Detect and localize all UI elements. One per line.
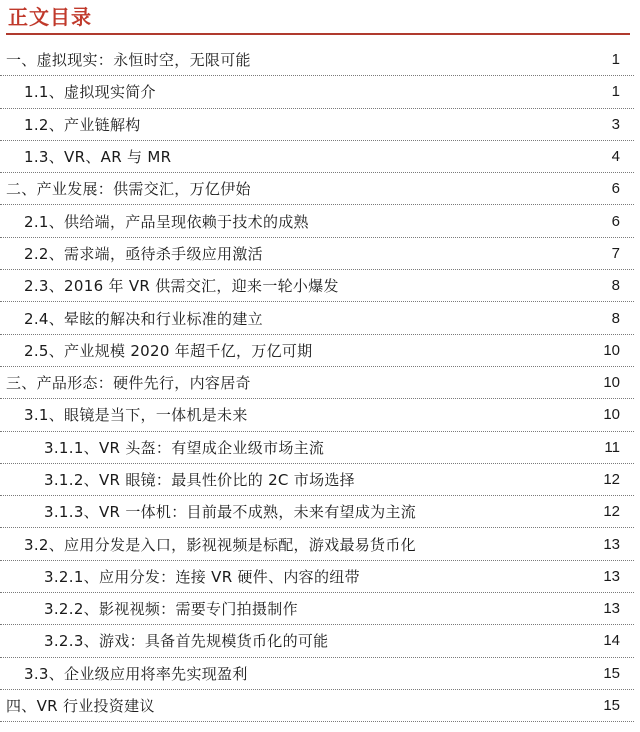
toc-entry-page-number: 13 [603,535,620,553]
toc-entry-page-number: 14 [603,632,620,650]
page-title: 正文目录 [8,5,92,29]
toc-entry[interactable] [0,76,634,108]
toc-entry-title: 2.4、晕眩的解决和行业标准的建立 [24,309,263,328]
toc-entry-title: 3.1.3、VR 一体机：目前最不成熟，未来有望成为主流 [44,503,417,522]
toc-entry[interactable] [0,238,634,270]
toc-entry[interactable] [0,44,634,76]
toc-entry-title: 2.2、需求端，亟待杀手级应用激活 [24,244,263,263]
toc-entry[interactable] [0,561,634,593]
toc-entry[interactable] [0,432,634,464]
toc-entry[interactable] [0,173,634,205]
toc-entry[interactable] [0,367,634,399]
toc-entry-page-number: 8 [611,277,620,295]
toc-entry[interactable] [0,625,634,657]
toc-entry-page-number: 1 [611,83,620,101]
toc-entry-page-number: 10 [603,341,620,359]
toc-entry-page-number: 7 [611,244,620,262]
toc-entry-page-number: 10 [603,374,620,392]
toc-entry-title: 3.2.3、游戏：具备首先规模货币化的可能 [44,632,329,651]
toc-entry[interactable] [0,335,634,367]
toc-entry[interactable] [0,205,634,237]
table-of-contents [0,44,640,722]
toc-entry-title: 3.1.1、VR 头盔：有望成企业级市场主流 [44,438,325,457]
toc-entry-title: 3.3、企业级应用将率先实现盈利 [24,664,248,683]
toc-entry[interactable] [0,109,634,141]
toc-entry-page-number: 15 [603,697,620,715]
toc-entry-title: 2.1、供给端，产品呈现依赖于技术的成熟 [24,212,309,231]
toc-entry-page-number: 6 [611,180,620,198]
toc-entry-page-number: 11 [604,438,620,456]
toc-entry[interactable] [0,302,634,334]
toc-entry[interactable] [0,464,634,496]
toc-entry-page-number: 6 [611,212,620,230]
toc-entry-title: 3.2、应用分发是入口，影视视频是标配，游戏最易货币化 [24,535,416,554]
toc-entry-title: 1.1、虚拟现实简介 [24,83,156,102]
toc-entry-page-number: 12 [603,503,620,521]
toc-entry-title: 3.1、眼镜是当下，一体机是未来 [24,406,248,425]
toc-entry[interactable] [0,593,634,625]
toc-entry-title: 2.5、产业规模 2020 年超千亿，万亿可期 [24,341,313,360]
toc-entry-page-number: 10 [603,406,620,424]
toc-entry-title: 3.2.1、应用分发：连接 VR 硬件、内容的纽带 [44,567,360,586]
toc-entry-title: 三、产品形态：硬件先行，内容居奇 [6,374,251,393]
toc-entry-title: 1.3、VR、AR 与 MR [24,148,172,167]
toc-entry[interactable] [0,690,634,722]
toc-entry-page-number: 13 [603,567,620,585]
toc-entry-page-number: 3 [611,115,620,133]
toc-entry[interactable] [0,270,634,302]
toc-entry-page-number: 8 [611,309,620,327]
toc-entry[interactable] [0,658,634,690]
toc-entry-title: 2.3、2016 年 VR 供需交汇，迎来一轮小爆发 [24,277,339,296]
toc-entry-title: 1.2、产业链解构 [24,115,141,134]
toc-entry-page-number: 13 [603,600,620,618]
toc-entry-page-number: 1 [611,51,620,69]
toc-entry[interactable] [0,496,634,528]
toc-entry-title: 3.1.2、VR 眼镜：最具性价比的 2C 市场选择 [44,471,355,489]
toc-entry-page-number: 12 [603,471,620,488]
toc-entry-title: 3.2.2、影视视频：需要专门拍摄制作 [44,600,298,619]
toc-entry-page-number: 15 [603,664,620,682]
toc-entry-page-number: 4 [611,148,620,166]
toc-entry-title: 二、产业发展：供需交汇，万亿伊始 [6,180,251,199]
toc-entry[interactable] [0,528,634,560]
toc-entry[interactable] [0,141,634,173]
toc-entry[interactable] [0,399,634,431]
toc-entry-title: 一、虚拟现实：永恒时空，无限可能 [6,51,251,70]
toc-entry-title: 四、VR 行业投资建议 [6,697,155,716]
title-divider [6,33,630,35]
